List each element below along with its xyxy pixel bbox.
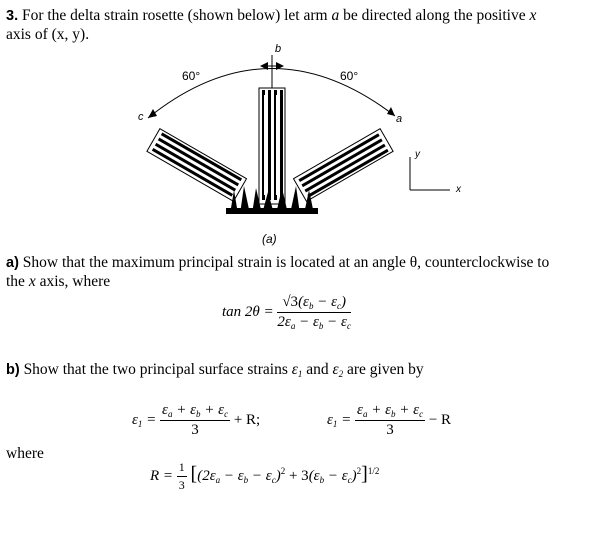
question-number: 3. [6, 8, 19, 24]
axis-label-y: y [415, 149, 420, 160]
tan2theta-equation: tan 2θ = $\frac{√3(\varepsilon_b - \varepsilon_c)}{2\varepsilon_a - \varepsilon_b - \varepsilon_c}$ [222, 294, 351, 331]
axis-label-x: x [456, 184, 461, 195]
part-b-text: b) Show that the two principal surface strains $\varepsilon_1$ and $\varepsilon_2$ are given by [6, 361, 424, 379]
question-text: 3. For the delta strain rosette (shown below) let arm a be directed along the positive x [6, 7, 537, 24]
arm-label-b: b [275, 43, 282, 55]
gauge-a [294, 129, 394, 202]
gauge-c [147, 129, 247, 202]
part-a-text: a) Show that the maximum principal strain is located at an angle θ, counterclockwise to [6, 254, 550, 271]
angle-label-left: 60° [182, 69, 201, 83]
part-a-label: a) [6, 255, 19, 271]
r-equation: R = $\frac{1}{3}$ $[(2\varepsilon_a - \varepsilon_b - \varepsilon_c)^2 + 3(\varepsilon_b - \varepsilon_c)^2]^{1/2}$ [150, 460, 380, 492]
epsilon1-equation: $\varepsilon_1$ = $\frac{\varepsilon_a + \varepsilon_b + \varepsilon_c}{3}$ + R; [132, 402, 261, 438]
epsilon2-equation: $\varepsilon_1$ = $\frac{\varepsilon_a + \varepsilon_b + \varepsilon_c}{3}$ − R [327, 402, 452, 438]
strain-rosette-figure [0, 0, 604, 250]
part-a-text-line2: the x axis, where [6, 273, 111, 290]
where-label: where [6, 445, 44, 462]
xy-axes [410, 157, 450, 190]
gauge-b [259, 88, 285, 204]
part-b-label: b) [6, 362, 20, 378]
figure-caption: (a) [262, 232, 277, 246]
angle-label-right: 60° [340, 69, 359, 83]
arm-label-a: a [396, 113, 403, 125]
arm-label-c: c [138, 111, 144, 123]
arc-arrow-left [148, 109, 157, 118]
question-text-line2: axis of (x, y). [6, 26, 90, 43]
